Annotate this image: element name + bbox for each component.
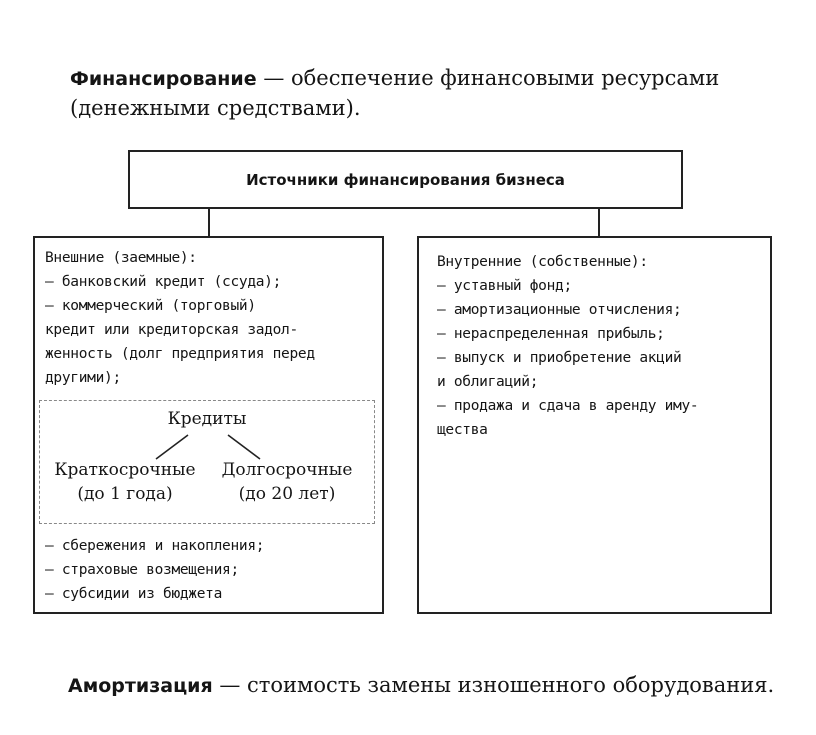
list-item: — субсидии из бюджета [45,586,223,602]
amortization-definition [68,671,774,701]
short-term-period: (до 1 года) [77,484,173,504]
list-item: кредит или кредиторская задол- [45,322,298,338]
financing-term: Финансирование [70,68,257,90]
list-item: — амортизационные отчисления; [437,302,682,318]
credits-title: Кредиты [167,409,247,429]
list-item: — сбережения и накопления; [45,538,265,554]
credits-box [39,400,375,524]
list-item: и облигаций; [437,374,539,390]
list-item: — уставный фонд; [437,278,572,294]
credits-long-term [212,458,362,506]
financing-text-line2: (денежными средствами). [70,96,361,120]
diagram-title-box [128,150,683,209]
list-item: другими); [45,370,121,386]
short-term-label: Краткосрочные [54,460,196,480]
list-item: щества [437,422,488,438]
list-item: — коммерческий (торговый) [45,298,256,314]
list-item: женность (долг предприятия перед [45,346,315,362]
internal-heading: Внутренние (собственные): [437,254,648,270]
diagram-title: Источники финансирования бизнеса [246,170,565,189]
amortization-term: Амортизация [68,675,213,697]
external-list-top [45,270,315,390]
list-item: — банковский кредит (ссуда); [45,274,282,290]
external-heading: Внешние (заемные): [45,250,197,266]
list-item: — выпуск и приобретение акций [437,350,682,366]
financing-definition [70,64,790,123]
list-item: — продажа и сдача в аренду иму- [437,398,699,414]
external-sources-box [33,236,384,614]
external-list-bottom [45,534,264,606]
list-item: — страховые возмещения; [45,562,239,578]
internal-sources-box [417,236,772,614]
credits-short-term [50,458,200,506]
financing-text: — обеспечение финансовыми ресурсами [256,66,720,90]
connector-right [598,208,600,237]
list-item: — нераспределенная прибыль; [437,326,665,342]
long-term-label: Долгосрочные [221,460,353,480]
long-term-period: (до 20 лет) [238,484,336,504]
internal-list [437,274,698,442]
amortization-text: — стоимость замены изношенного оборудования. [212,673,775,697]
connector-left [208,208,210,237]
